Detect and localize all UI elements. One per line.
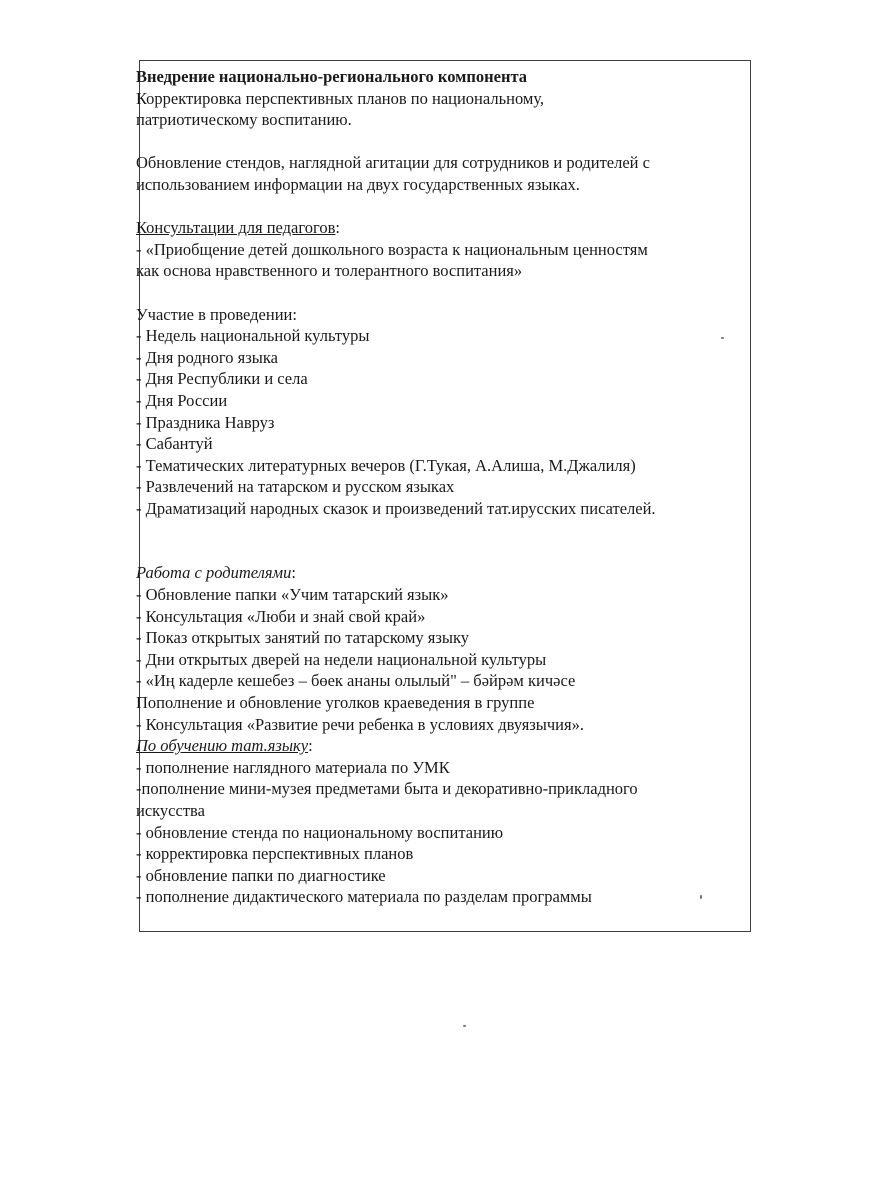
scan-speck bbox=[463, 1025, 466, 1027]
list-item: - «Иң кадерле кешебез – бөек ананы олылый" – бәйрәм кичәсе bbox=[136, 671, 576, 691]
list-item: - Дня России bbox=[136, 390, 228, 410]
text-line: патриотическому воспитанию. bbox=[136, 110, 352, 130]
list-item: - Показ открытых занятий по татарскому языку bbox=[136, 628, 470, 648]
document-body bbox=[136, 66, 746, 908]
heading-colon: : bbox=[335, 218, 340, 238]
text-line: Корректировка перспективных планов по национальному, bbox=[136, 88, 545, 108]
parents-heading-line bbox=[136, 562, 746, 584]
list-item: - Тематических литературных вечеров (Г.Тукая, А.Алиша, М.Джалиля) bbox=[136, 455, 636, 475]
text-line: Обновление стендов, наглядной агитации для сотрудников и родителей с bbox=[136, 153, 650, 173]
consult-heading: Консультации для педагогов bbox=[136, 218, 336, 238]
list-item: Пополнение и обновление уголков краеведения в группе bbox=[136, 693, 535, 713]
list-item: - пополнение дидактического материала по разделам программы bbox=[136, 887, 592, 907]
list-item: - пополнение наглядного материала по УМК bbox=[136, 757, 450, 777]
consult-heading-line bbox=[136, 217, 746, 239]
heading-colon: : bbox=[291, 563, 296, 583]
list-item: - Дня Республики и села bbox=[136, 369, 308, 389]
section-title: Внедрение национально-регионального компонента bbox=[136, 67, 528, 86]
list-item: - Драматизаций народных сказок и произведений тат.ирусских писателей. bbox=[136, 498, 656, 518]
list-item: - Дня родного языка bbox=[136, 347, 278, 367]
list-item: - обновление папки по диагностике bbox=[136, 865, 386, 885]
list-item: - Консультация «Развитие речи ребенка в условиях двуязычия». bbox=[136, 714, 584, 734]
list-item: - Недель национальной культуры bbox=[136, 326, 370, 346]
list-item: -пополнение мини-музея предметами быта и декоративно-прикладного bbox=[136, 779, 638, 799]
tatar-heading: По обучению тат.языку bbox=[136, 736, 309, 756]
text-line: как основа нравственного и толерантного воспитания» bbox=[136, 261, 523, 281]
parents-heading: Работа с родителями bbox=[136, 563, 292, 583]
list-item: - Дни открытых дверей на недели национальной культуры bbox=[136, 649, 547, 669]
list-item: - Консультация «Люби и знай свой край» bbox=[136, 606, 426, 626]
scan-speck bbox=[700, 895, 702, 899]
list-item: - Обновление папки «Учим татарский язык» bbox=[136, 585, 449, 605]
text-line: - «Приобщение детей дошкольного возраста к национальным ценностям bbox=[136, 239, 648, 259]
list-item: - обновление стенда по национальному воспитанию bbox=[136, 822, 504, 842]
scan-speck bbox=[721, 337, 724, 339]
list-item: - корректировка перспективных планов bbox=[136, 844, 414, 864]
participation-heading: Участие в проведении: bbox=[136, 304, 297, 324]
list-item: - Праздника Навруз bbox=[136, 412, 275, 432]
text-line: использованием информации на двух государственных языках. bbox=[136, 174, 580, 194]
heading-colon: : bbox=[308, 736, 313, 756]
list-item: искусства bbox=[136, 801, 205, 820]
list-item: - Сабантуй bbox=[136, 434, 213, 454]
tatar-heading-line bbox=[136, 735, 746, 757]
list-item: - Развлечений на татарском и русском языках bbox=[136, 477, 455, 497]
